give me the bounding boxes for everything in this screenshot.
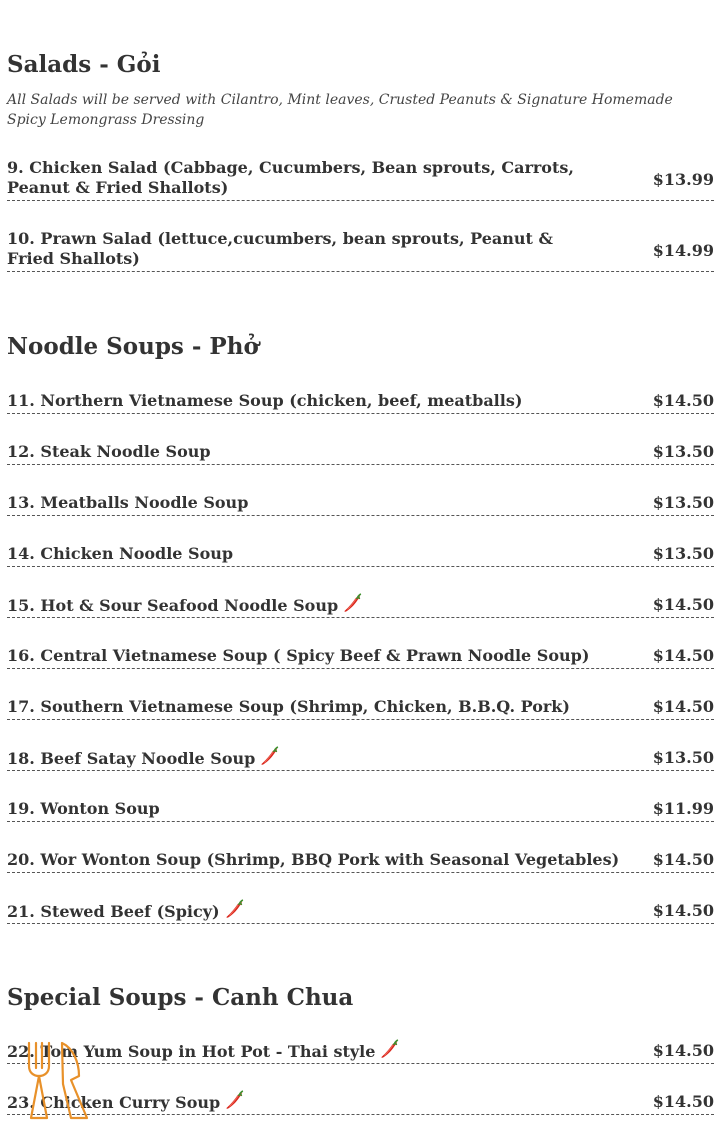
menu-item[interactable] [7,848,714,873]
item-price: $14.50 [652,1041,714,1060]
section-title-noodle-soups: Noodle Soups - Phở [7,333,259,360]
menu-item[interactable] [7,746,714,771]
section-salads [7,50,714,130]
menu-item[interactable] [7,797,714,822]
item-price: $11.99 [652,799,714,818]
menu-item[interactable] [7,1039,714,1064]
menu-item[interactable] [7,695,714,720]
item-name: 21. Stewed Beef (Spicy) [7,900,246,922]
section-title-special-soups: Special Soups - Canh Chua [7,984,354,1011]
item-name: 14. Chicken Noodle Soup [7,544,234,563]
menu-item[interactable] [7,158,714,201]
item-price: $14.50 [652,1092,714,1111]
item-name: 11. Northern Vietnamese Soup (chicken, beef, meatballs) [7,391,523,410]
item-price: $14.50 [652,646,714,665]
chili-pepper-icon [259,745,281,767]
menu-item[interactable] [7,440,714,465]
item-name: 20. Wor Wonton Soup (Shrimp, BBQ Pork with Seasonal Vegetables) [7,850,620,869]
item-name: 15. Hot & Sour Seafood Noodle Soup [7,594,364,616]
fork-knife-icon[interactable] [17,1040,89,1122]
menu-item[interactable] [7,899,714,924]
item-name: 17. Southern Vietnamese Soup (Shrimp, Chicken, B.B.Q. Pork) [7,697,570,716]
menu-item[interactable] [7,229,714,272]
item-name: 9. Chicken Salad (Cabbage, Cucumbers, Bean sprouts, Carrots, Peanut & Fried Shallots) [7,158,574,197]
item-price: $13.50 [652,748,714,767]
menu-item[interactable] [7,542,714,567]
item-name: 18. Beef Satay Noodle Soup [7,747,281,769]
item-price: $14.50 [652,901,714,920]
item-price: $14.50 [652,850,714,869]
item-name: 19. Wonton Soup [7,799,160,818]
item-price: $14.50 [652,595,714,614]
item-price: $13.50 [652,493,714,512]
menu-item[interactable] [7,1090,714,1115]
item-name: 23. Chicken Curry Soup [7,1091,246,1113]
item-name: 13. Meatballs Noodle Soup [7,493,249,512]
item-price: $13.50 [652,544,714,563]
item-price: $14.50 [652,697,714,716]
chili-pepper-icon [342,592,364,614]
section-title-salads: Salads - Gỏi [7,51,161,78]
item-price: $14.99 [652,241,714,260]
chili-pepper-icon [224,898,246,920]
item-name: 10. Prawn Salad (lettuce,cucumbers, bean sprouts, Peanut & Fried Shallots) [7,229,553,268]
menu-item[interactable] [7,491,714,516]
item-name: 16. Central Vietnamese Soup ( Spicy Beef & Prawn Noodle Soup) [7,646,590,665]
item-price: $14.50 [652,391,714,410]
chili-pepper-icon [379,1038,401,1060]
menu-item[interactable] [7,593,714,618]
menu-item[interactable] [7,389,714,414]
item-name: 12. Steak Noodle Soup [7,442,211,461]
item-name: 22. Tom Yum Soup in Hot Pot - Thai style [7,1040,401,1062]
menu-item[interactable] [7,644,714,669]
chili-pepper-icon [224,1089,246,1111]
item-price: $13.99 [652,170,714,189]
section-note-salads: All Salads will be served with Cilantro, Mint leaves, Crusted Peanuts & Signature Homemade Spicy Lemongrass Dressing [7,92,673,128]
item-price: $13.50 [652,442,714,461]
